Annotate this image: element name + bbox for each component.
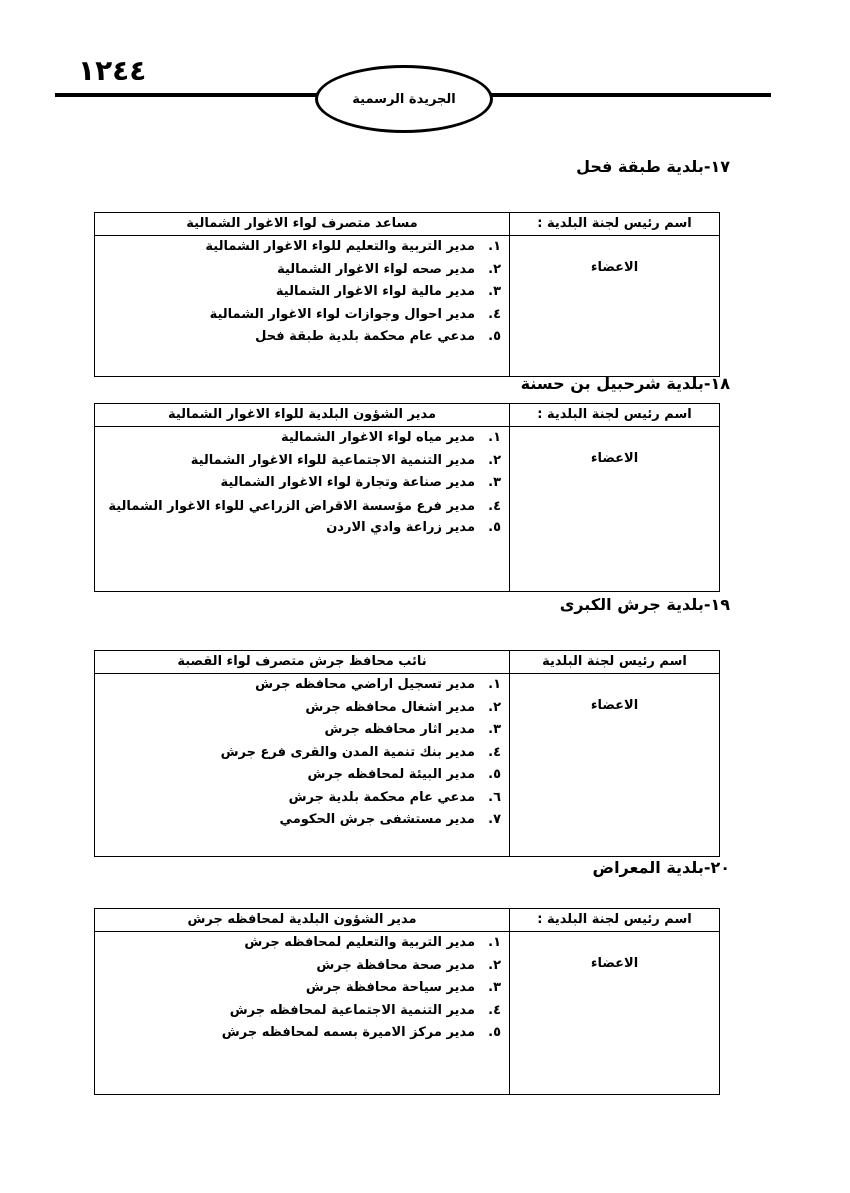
list-item: ٢.مدير صحه لواء الاغوار الشمالية [277, 261, 501, 277]
members-list [95, 427, 509, 541]
gazette-title: الجريدة الرسمية [352, 91, 456, 107]
list-item: ٣.مدير سياحة محافظة جرش [305, 980, 501, 995]
members-label: الاعضاء [510, 932, 720, 1095]
members-cell [95, 932, 510, 1095]
members-list [95, 236, 509, 351]
chair-name: مساعد متصرف لواء الاغوار الشمالية [95, 213, 510, 236]
list-item: ٤.مدير التنمية الاجتماعية لمحافظه جرش [229, 1002, 501, 1018]
members-cell [95, 674, 510, 857]
list-item: ١.مدير تسجيل اراضي محافظه جرش [255, 677, 501, 692]
committee-table-17 [94, 212, 720, 377]
chair-name: نائب محافظ جرش متصرف لواء القصبة [95, 651, 510, 674]
list-item: ٢.مدير اشغال محافظه جرش [305, 699, 501, 715]
chair-label: اسم رئيس لجنة البلدية : [510, 404, 720, 427]
list-item: ١.مدير مياه لواء الاغوار الشمالية [280, 430, 501, 445]
list-item: ٥.مدير مركز الاميرة بسمه لمحافظه جرش [221, 1025, 501, 1040]
list-item: ٤.مدير احوال وجوازات لواء الاغوار الشمالية [209, 306, 501, 322]
members-label: الاعضاء [510, 427, 720, 592]
members-label: الاعضاء [510, 236, 720, 377]
list-item: ١.مدير التربية والتعليم للواء الاغوار الشمالية [205, 239, 501, 254]
list-item: ١.مدير التربية والتعليم لمحافظه جرش [244, 935, 501, 950]
list-item: ٥.مدعي عام محكمة بلدية طبقة فحل [255, 329, 501, 344]
list-item: ٦.مدعي عام محكمة بلدية جرش [288, 789, 501, 805]
committee-table-20 [94, 908, 720, 1095]
members-list [95, 932, 509, 1047]
members-list [95, 674, 509, 834]
list-item: ٣.مدير اثار محافظه جرش [324, 722, 501, 737]
list-item: ٣.مدير مالية لواء الاغوار الشمالية [275, 284, 501, 299]
chair-label: اسم رئيس لجنة البلدية : [510, 909, 720, 932]
chair-name: مدير الشؤون البلدية لمحافظه جرش [95, 909, 510, 932]
gazette-title-oval [315, 65, 493, 133]
page-number: ١٢٤٤ [78, 54, 147, 87]
chair-label: اسم رئيس لجنة البلدية : [510, 213, 720, 236]
list-item: ٤.مدير فرع مؤسسة الاقراض الزراعي للواء الاغوار الشمالية [108, 498, 501, 514]
list-item: ٢.مدير صحة محافظة جرش [316, 957, 501, 973]
section-title-19: ١٩-بلدية جرش الكبرى [559, 595, 730, 614]
list-item: ٢.مدير التنمية الاجتماعية للواء الاغوار الشمالية [190, 452, 501, 468]
committee-table-19 [94, 650, 720, 857]
members-label: الاعضاء [510, 674, 720, 857]
members-cell [95, 236, 510, 377]
chair-name: مدير الشؤون البلدية للواء الاغوار الشمالية [95, 404, 510, 427]
committee-table-18 [94, 403, 720, 592]
list-item: ٣.مدير صناعة وتجارة لواء الاغوار الشمالية [220, 475, 501, 490]
list-item: ٥.مدير البيئة لمحافظه جرش [307, 767, 501, 782]
section-title-20: ٢٠-بلدية المعراض [592, 858, 730, 877]
section-title-18: ١٨-بلدية شرحبيل بن حسنة [520, 374, 730, 393]
chair-label: اسم رئيس لجنة البلدية [510, 651, 720, 674]
list-item: ٥.مدير زراعة وادي الاردن [326, 519, 501, 535]
section-title-17: ١٧-بلدية طبقة فحل [576, 157, 730, 176]
list-item: ٤.مدير بنك تنمية المدن والقرى فرع جرش [220, 744, 501, 760]
members-cell [95, 427, 510, 592]
list-item: ٧.مدير مستشفى جرش الحكومي [279, 812, 501, 827]
